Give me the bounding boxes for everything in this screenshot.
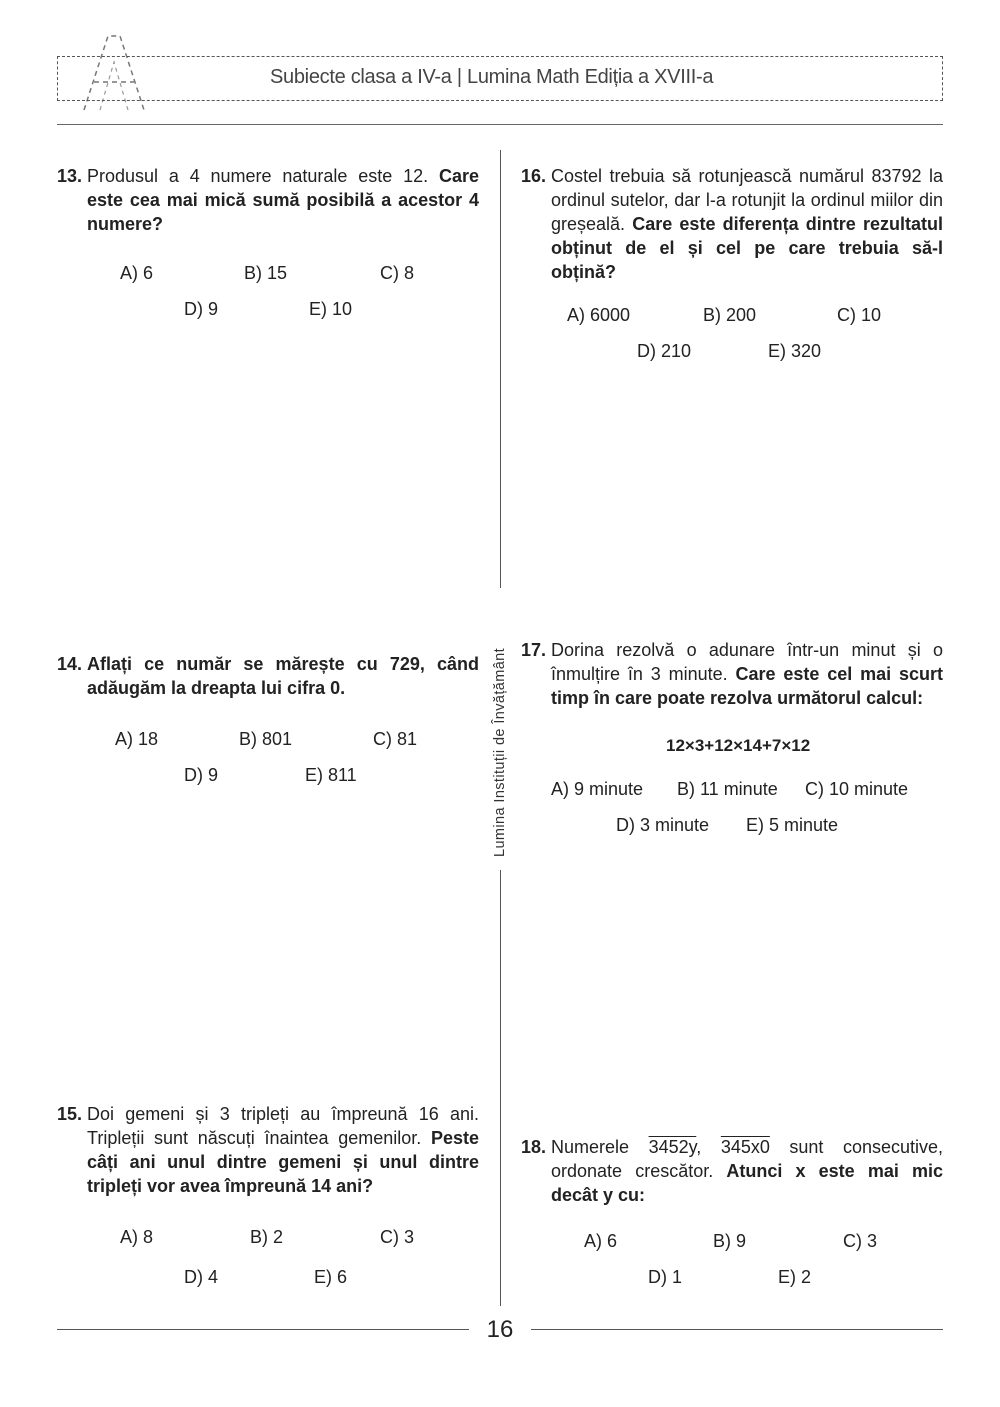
option-a[interactable]: A) 18 <box>115 729 159 749</box>
problem-formula: 12×3+12×14+7×12 <box>666 736 811 755</box>
problem-text: sunt consecutive, ordonate crescător. <box>551 1137 943 1181</box>
option-a[interactable]: A) 6 <box>120 263 154 283</box>
separator: , <box>696 1137 702 1157</box>
option-d[interactable]: D) 9 <box>184 765 219 785</box>
option-d[interactable]: D) 4 <box>184 1267 219 1287</box>
option-a[interactable]: A) 6 <box>584 1231 618 1251</box>
problem-question: Peste câți ani unul dintre gemeni și unul dintre tripleți vor avea împreună 14 ani? <box>87 1128 479 1196</box>
option-e[interactable]: E) 320 <box>768 341 822 361</box>
option-c[interactable]: C) 8 <box>380 263 415 283</box>
problem-number: 13. <box>57 166 83 186</box>
problem-text: Dorina rezolvă o adunare într-un minut și o înmulțire în 3 minute. <box>551 640 943 684</box>
problem-question: Care este cea mai mică sumă posibilă a acestor 4 numere? <box>87 166 479 234</box>
problem-18 <box>521 1135 943 1215</box>
column-divider-bottom <box>500 870 501 1306</box>
option-b[interactable]: B) 15 <box>244 263 288 283</box>
problem-number: 14. <box>57 654 83 674</box>
problem-number: 15. <box>57 1104 83 1124</box>
option-a[interactable]: A) 6000 <box>567 305 631 325</box>
option-e[interactable]: E) 2 <box>778 1267 812 1287</box>
problem-question: Care este cel mai scurt timp în care poate rezolva următorul calcul: <box>551 664 943 708</box>
option-b[interactable]: B) 11 minute <box>677 779 778 799</box>
option-e[interactable]: E) 6 <box>314 1267 348 1287</box>
option-d[interactable]: D) 9 <box>184 299 219 319</box>
option-d[interactable]: D) 3 minute <box>616 815 710 835</box>
header-title: Subiecte clasa a IV-a | Lumina Math Ediția a XVIII-a <box>270 66 714 88</box>
option-e[interactable]: E) 811 <box>305 765 357 785</box>
option-c[interactable]: C) 3 <box>843 1231 878 1251</box>
option-a[interactable]: A) 9 minute <box>551 779 644 799</box>
overlined-number: 3452y <box>648 1137 697 1157</box>
option-c[interactable]: C) 81 <box>373 729 418 749</box>
overlined-number: 345x0 <box>720 1137 770 1157</box>
problem-text: Produsul a 4 numere naturale este 12. <box>87 166 429 186</box>
problem-16 <box>521 164 943 284</box>
problem-number: 16. <box>521 166 547 186</box>
footer-rule-left <box>57 1329 469 1330</box>
column-divider-top <box>500 150 501 588</box>
problem-number: 17. <box>521 640 547 660</box>
option-e[interactable]: E) 5 minute <box>746 815 839 835</box>
problem-number: 18. <box>521 1137 547 1157</box>
option-d[interactable]: D) 210 <box>637 341 692 361</box>
option-c[interactable]: C) 10 minute <box>805 779 909 799</box>
problem-14 <box>57 652 479 702</box>
problem-question: Atunci x este mai mic decât y cu: <box>551 1161 943 1205</box>
problem-text: Doi gemeni și 3 tripleți au împreună 16 ani. Tripleții sunt născuți înaintea gemenilor. <box>87 1104 479 1148</box>
option-b[interactable]: B) 801 <box>239 729 293 749</box>
option-e[interactable]: E) 10 <box>309 299 353 319</box>
problem-question: Care este diferența dintre rezultatul obținut de el și cel pe care trebuia să-l obțină? <box>551 214 943 282</box>
option-b[interactable]: B) 2 <box>250 1227 284 1247</box>
option-c[interactable]: C) 3 <box>380 1227 415 1247</box>
problem-text: Numerele <box>551 1137 630 1157</box>
problem-13 <box>57 164 479 244</box>
sidebar-vertical-text: Lumina Instituții de Învățământ <box>492 647 508 857</box>
option-d[interactable]: D) 1 <box>648 1267 683 1287</box>
option-a[interactable]: A) 8 <box>120 1227 154 1247</box>
footer-rule-right <box>531 1329 943 1330</box>
page-number: 16 <box>486 1316 514 1343</box>
option-b[interactable]: B) 9 <box>713 1231 747 1251</box>
problem-17 <box>521 638 943 738</box>
option-c[interactable]: C) 10 <box>837 305 882 325</box>
problem-text: Costel trebuia să rotunjească numărul 83792 la ordinul sutelor, dar l-a rotunjit la ordinul miilor din greșeală. <box>551 166 943 234</box>
option-b[interactable]: B) 200 <box>703 305 757 325</box>
header-rule <box>57 124 943 125</box>
problem-question: Aflați ce număr se mărește cu 729, când adăugăm la dreapta lui cifra 0. <box>87 654 479 698</box>
problem-15 <box>57 1102 479 1202</box>
